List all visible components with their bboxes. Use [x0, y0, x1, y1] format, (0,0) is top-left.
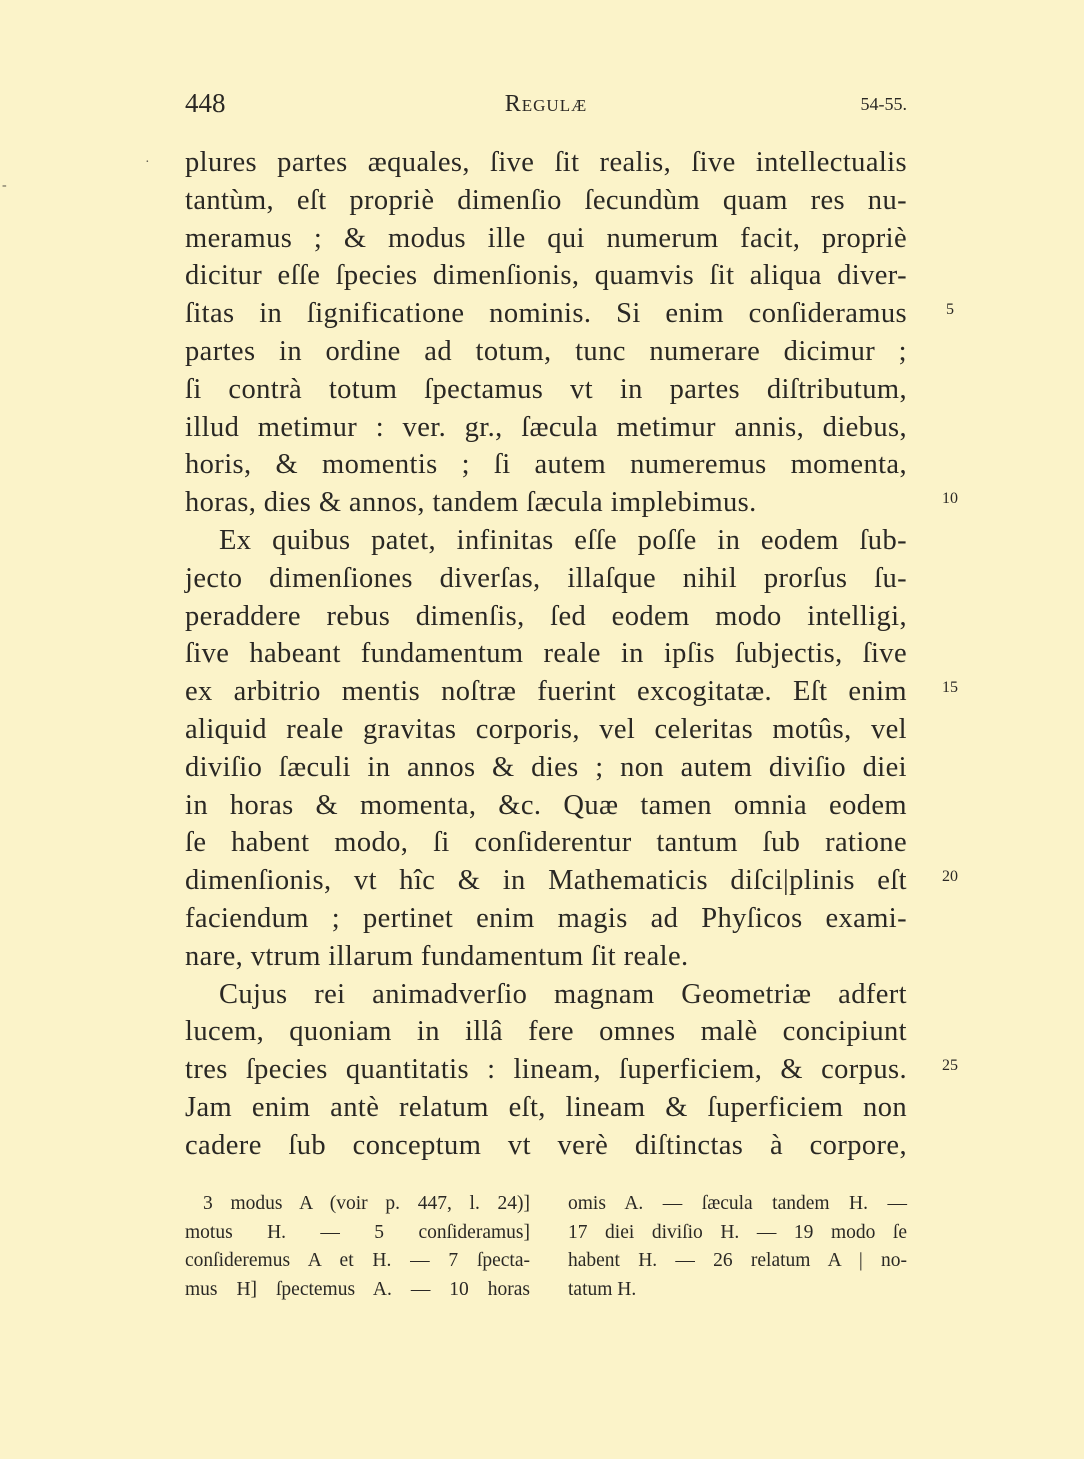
margin-dot: · [145, 155, 150, 170]
text-line: dimenſionis, vt hîc & in Mathematicis diſci|plinis eſt [185, 865, 907, 897]
text-line: nare, vtrum illarum fundamentum ſit reale. [185, 940, 689, 972]
footnote-line: habent H. — 26 relatum A | no- [568, 1250, 907, 1272]
text-line: ſitas in ſignificatione nominis. Si enim conſideramus [185, 298, 907, 330]
text-line: jecto dimenſiones diverſas, illaſque nihil prorſus ſu- [185, 562, 907, 594]
text-line: tres ſpecies quantitatis : lineam, ſuperficiem, & corpus. [185, 1054, 907, 1086]
margin-dash: - [2, 178, 7, 193]
line-number: 25 [942, 1057, 958, 1074]
text-line: diviſio ſæculi in annos & dies ; non autem diviſio diei [185, 751, 907, 783]
text-line: dicitur eſſe ſpecies dimenſionis, quamvis ſit aliqua diver- [185, 260, 907, 292]
text-line: meramus ; & modus ille qui numerum facit, propriè [185, 222, 907, 254]
text-line: partes in ordine ad totum, tunc numerare dicimur ; [185, 335, 907, 367]
line-number: 15 [942, 679, 958, 696]
main-text [185, 144, 907, 1165]
text-line: cadere ſub conceptum vt verè diſtinctas à corpore, [185, 1129, 907, 1161]
text-line: plures partes æquales, ſive ſit realis, ſive intellectualis [185, 147, 907, 178]
footnote-line: 17 diei diviſio H. — 19 modo ſe [568, 1221, 907, 1243]
footnote-line: tatum H. [568, 1278, 637, 1300]
line-number: 5 [946, 301, 954, 318]
text-line: peraddere rebus dimenſis, ſed eodem modo intelligi, [185, 600, 907, 632]
footnote-line: omis A. — ſæcula tandem H. — [568, 1193, 907, 1214]
text-line: Cujus rei animadverſio magnam Geometriæ adfert [219, 978, 907, 1010]
page-range: 54-55. [860, 94, 907, 114]
page-header [185, 88, 907, 128]
line-number: 20 [942, 868, 958, 885]
text-line: in horas & momenta, &c. Quæ tamen omnia eodem [185, 789, 907, 821]
text-line: ex arbitrio mentis noſtræ fuerint excogitatæ. Eſt enim [185, 676, 907, 708]
text-line: horis, & momentis ; ſi autem numeremus momenta, [185, 449, 907, 481]
text-line: tantùm, eſt propriè dimenſio ſecundùm quam res nu- [185, 184, 907, 216]
footnote-line: conſideremus A et H. — 7 ſpecta- [185, 1250, 530, 1272]
text-line: ſe habent modo, ſi conſiderentur tantum ſub ratione [185, 827, 907, 859]
page-number: 448 [185, 88, 226, 118]
text-line: ſive habeant fundamentum reale in ipſis ſubjectis, ſive [185, 638, 907, 670]
text-line: Ex quibus patet, infinitas eſſe poſſe in eodem ſub- [219, 524, 907, 556]
footnote-line: mus H] ſpectemus A. — 10 horas [185, 1278, 530, 1300]
text-line: horas, dies & annos, tandem ſæcula implebimus. [185, 487, 757, 519]
footnotes-right-column [568, 1190, 907, 1304]
text-line: faciendum ; pertinet enim magis ad Phyſicos exami- [185, 902, 907, 934]
line-number: 10 [942, 490, 958, 507]
text-line: aliquid reale gravitas corporis, vel celeritas motûs, vel [185, 713, 907, 745]
text-line: illud metimur : ver. gr., ſæcula metimur annis, diebus, [185, 411, 907, 443]
footnotes-left-column [185, 1190, 530, 1304]
text-line: Jam enim antè relatum eſt, lineam & ſuperficiem non [185, 1091, 907, 1123]
footnote-line: 3 modus A (voir p. 447, l. 24)] [203, 1193, 530, 1214]
text-line: lucem, quoniam in illâ fere omnes malè concipiunt [185, 1016, 907, 1048]
text-line: ſi contrà totum ſpectamus vt in partes diſtributum, [185, 373, 907, 405]
footnote-line: motus H. — 5 conſideramus] [185, 1221, 530, 1243]
running-title: Regulæ [504, 91, 588, 117]
